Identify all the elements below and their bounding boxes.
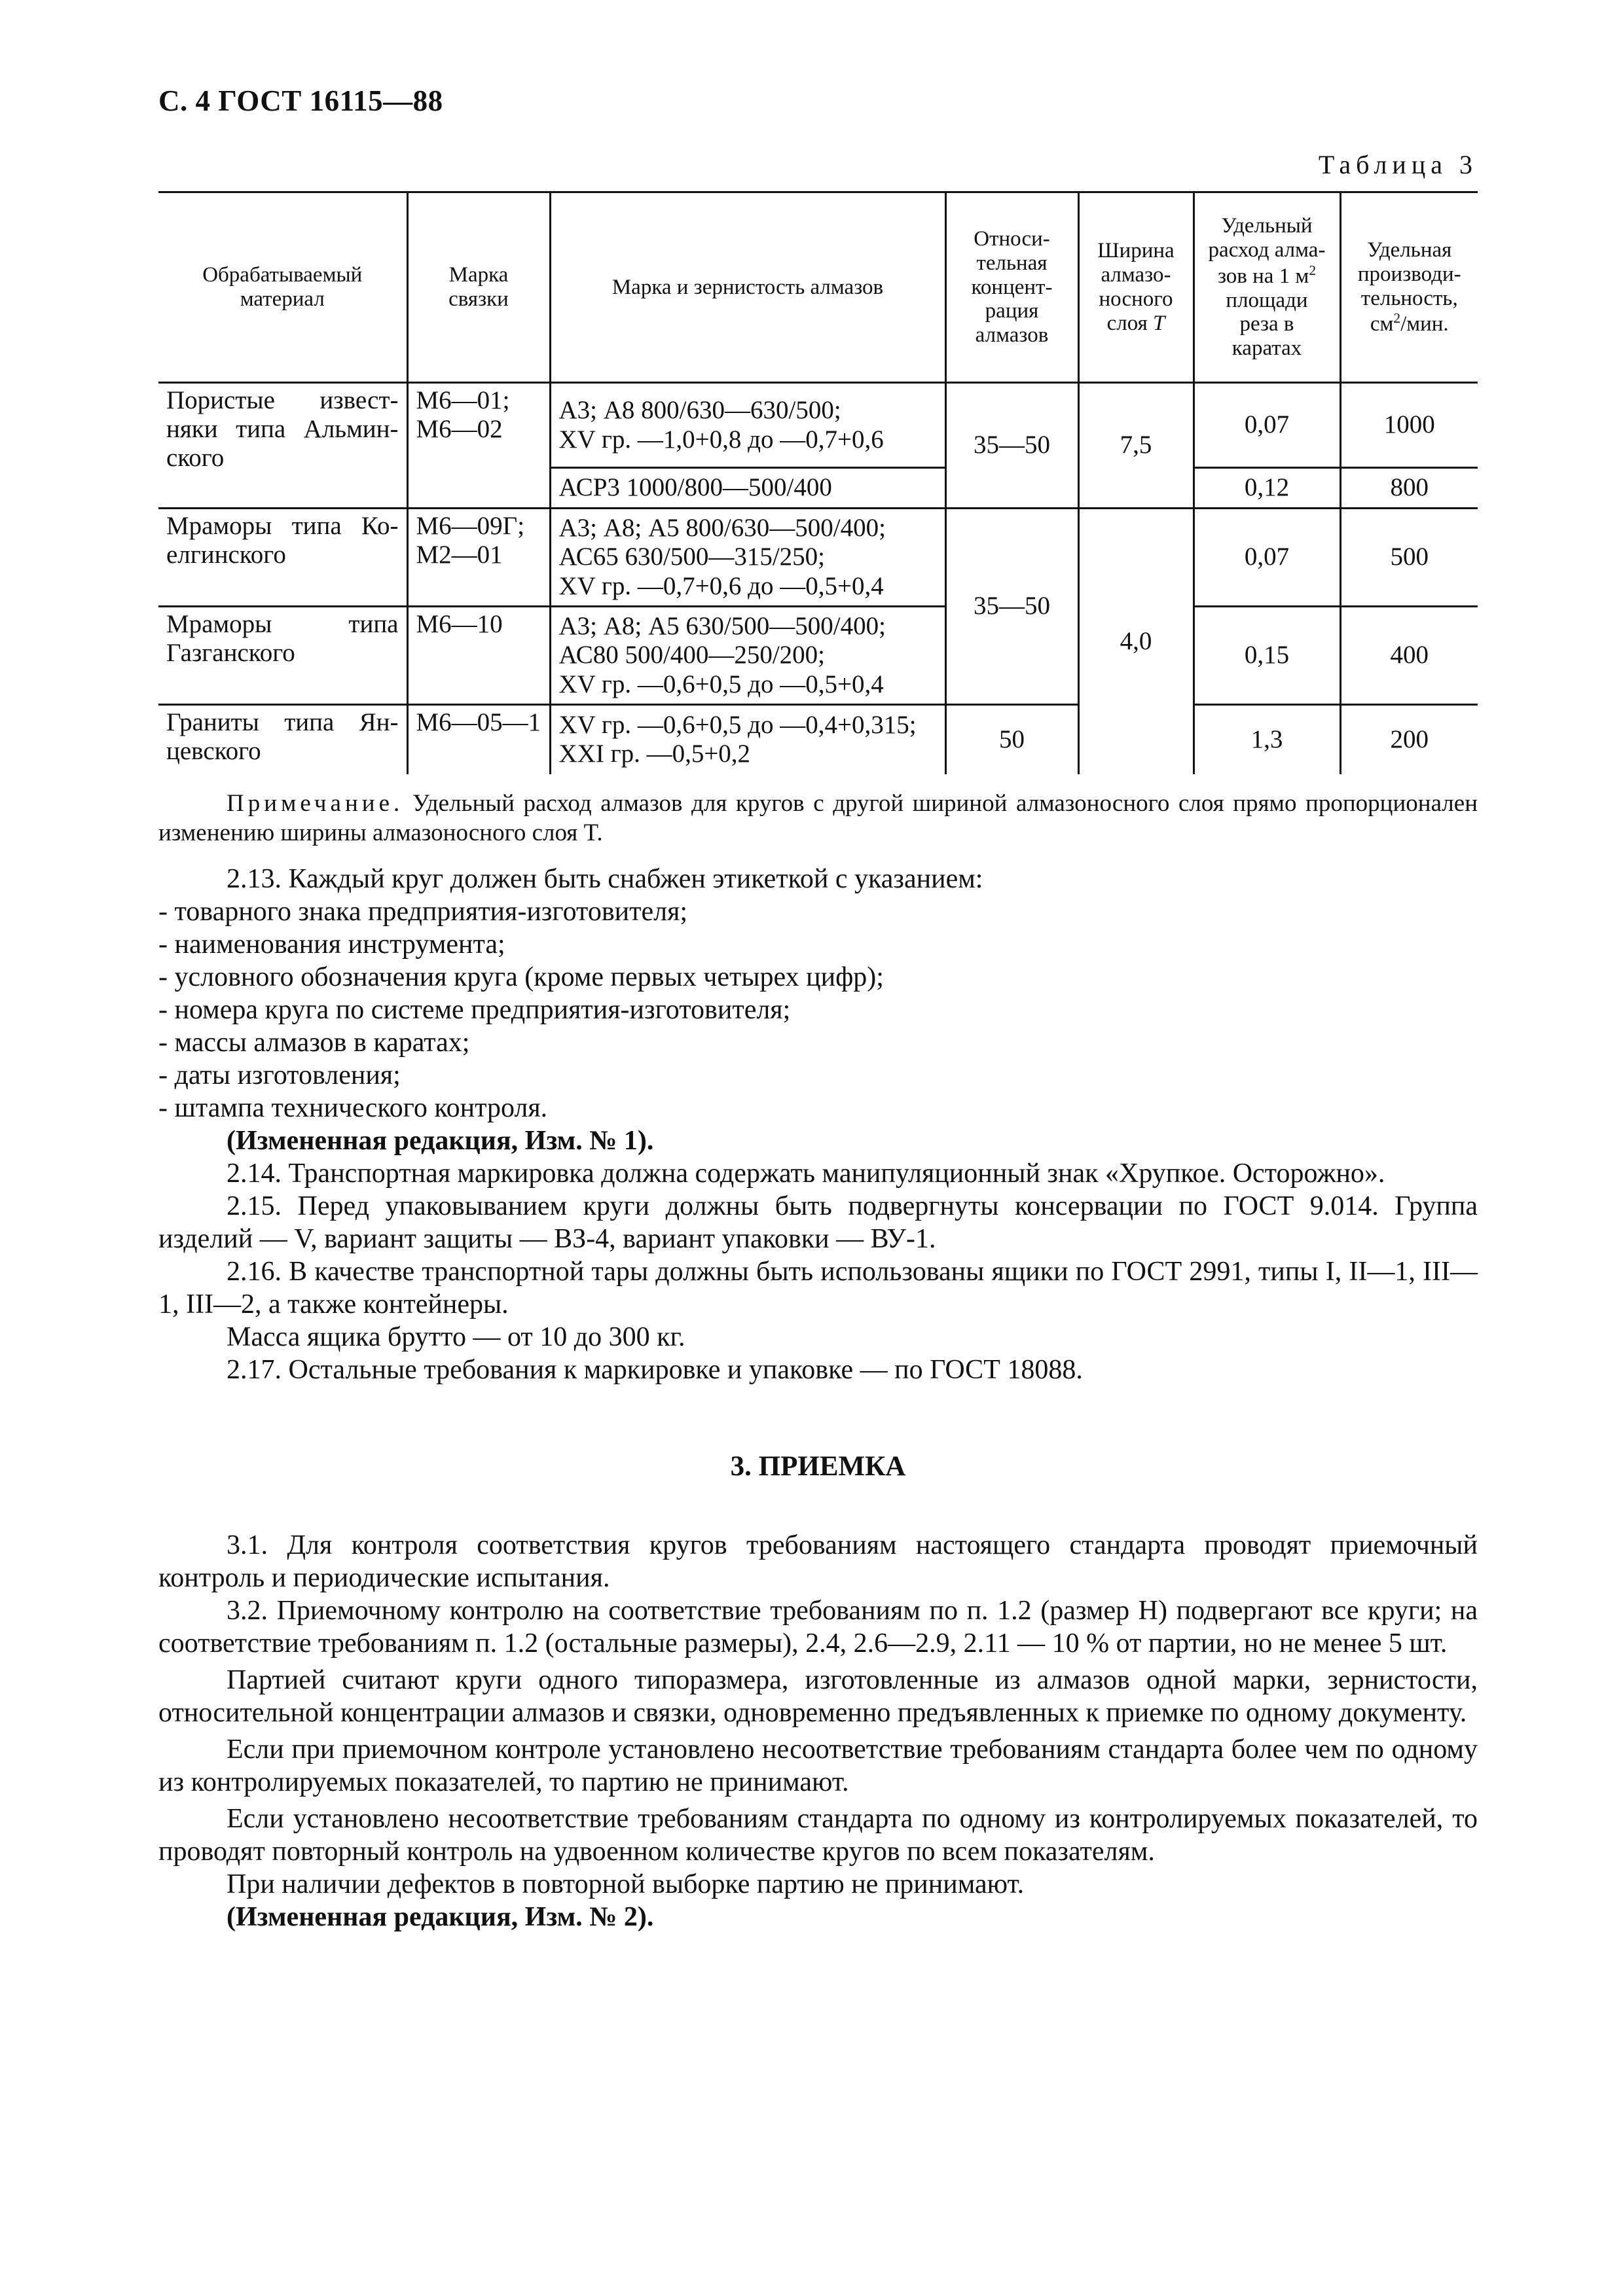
rate-cell: 0,15	[1194, 607, 1340, 705]
clause-2-14: 2.14. Транспортная маркировка должна содержать манипуляционный знак «Хрупкое. Осторожно».	[227, 1158, 1385, 1189]
performance-cell: 400	[1340, 607, 1478, 705]
col-header-material: Обрабатываемый материал	[158, 192, 407, 383]
performance-cell: 1000	[1340, 383, 1478, 468]
amendment-note: (Измененная редакция, Изм. № 1).	[227, 1126, 654, 1156]
list-item: - товарного знака предприятия-изготовителя;	[158, 897, 688, 927]
grade-cell	[550, 705, 945, 774]
performance-cell: 200	[1340, 705, 1478, 774]
paragraph-if-more: Если при приемочном контроле установлено несоответствие требованиям стандарта более чем по одному из контролируемых показателей, то партию не принимают.	[158, 1734, 1478, 1797]
col-header-bond: Марка связки	[407, 192, 550, 383]
col-header-width: Ширина алмазо- носного слоя T	[1078, 192, 1194, 383]
page-header: С. 4 ГОСТ 16115—88	[158, 84, 443, 117]
clause-3-2: 3.2. Приемочному контролю на соответствие требованиям по п. 1.2 (размер H) подвергают все круги; на соответствие требованиям п. 1.2 (остальные размеры), 2.4, 2.6—2.9, 2.11 — 10 % от партии, но не менее 5 шт.	[158, 1596, 1478, 1659]
material-cell: Мраморы типа Газганского	[158, 607, 407, 705]
grade-line: XV гр. —0,7+0,6 до —0,5+0,4	[558, 571, 884, 600]
concentration-cell: 50	[945, 705, 1078, 774]
clause-3-1: 3.1. Для контроля соответствия кругов требованиям настоящего стандарта проводят приемочный контроль и периодические испытания.	[158, 1530, 1478, 1593]
concentration-cell: 35—50	[945, 383, 1078, 509]
grade-line: АС65 630/500—315/250;	[558, 543, 825, 571]
bond-cell: М6—05—1	[407, 705, 550, 774]
list-item: - массы алмазов в каратах;	[158, 1028, 470, 1058]
list-item: - номера круга по системе предприятия-изготовителя;	[158, 995, 791, 1025]
material-cell: Граниты типа Ян-цевского	[158, 705, 407, 774]
grade-line: XV гр. —0,6+0,5 до —0,5+0,4	[558, 670, 884, 698]
material-cell: Мраморы типа Ко-елгинского	[158, 509, 407, 607]
list-item: - наименования инструмента;	[158, 929, 505, 960]
table-note	[158, 789, 1478, 848]
document-body	[158, 863, 1478, 1933]
abrasive-table	[158, 191, 1478, 774]
bond-cell: М6—01; М6—02	[407, 383, 550, 509]
grade-line: А3; А8; А5 630/500—500/400;	[558, 612, 886, 641]
grade-line: XXI гр. —0,5+0,2	[558, 740, 751, 768]
rate-cell: 0,12	[1194, 468, 1340, 509]
rate-cell: 0,07	[1194, 509, 1340, 607]
bond-cell: М6—10	[407, 607, 550, 705]
clause-2-15: 2.15. Перед упаковыванием круги должны быть подвергнуты консервации по ГОСТ 9.014. Группа изделий — V, вариант защиты — ВЗ-4, вариант упаковки — ВУ-1.	[158, 1191, 1478, 1254]
clause-2-13: 2.13. Каждый круг должен быть снабжен этикеткой с указанием:	[227, 864, 983, 894]
width-cell: 7,5	[1078, 383, 1194, 509]
note-text: Удельный расход алмазов для кругов с другой шириной алмазоносного слоя прямо пропорционален изменению ширины алмазоносного слоя T.	[158, 790, 1478, 847]
section-title: 3. ПРИЕМКА	[730, 1451, 906, 1482]
clause-2-16-mass: Масса ящика брутто — от 10 до 300 кг.	[227, 1322, 685, 1352]
rate-cell: 0,07	[1194, 383, 1340, 468]
table-label: Таблица 3	[1318, 150, 1478, 179]
table-header-row	[158, 192, 1478, 383]
note-label: Примечание.	[227, 790, 404, 817]
performance-cell: 500	[1340, 509, 1478, 607]
list-item: - штампа технического контроля.	[158, 1093, 548, 1123]
col-header-performance: Удельная производи- тельность, $см^2$/мин.	[1340, 192, 1478, 383]
grade-cell: АСР3 1000/800—500/400	[550, 468, 945, 509]
grade-cell	[550, 509, 945, 607]
clause-2-17: 2.17. Остальные требования к маркировке и упаковке — по ГОСТ 18088.	[227, 1355, 1083, 1385]
col-header-rate: Удельный расход алма- зов на 1 $м^2$ площади реза в каратах	[1194, 192, 1340, 383]
col-header-grade: Марка и зернистость алмазов	[550, 192, 945, 383]
clause-2-16: 2.16. В качестве транспортной тары должны быть использованы ящики по ГОСТ 2991, типы I, II—1, III—1, III—2, а также контейнеры.	[158, 1257, 1478, 1319]
paragraph-party: Партией считают круги одного типоразмера, изготовленные из алмазов одной марки, зернистости, относительной концентрации алмазов и связки, одновременно предъявленных к приемке по одному документу.	[158, 1665, 1478, 1728]
grade-line: XV гр. —0,6+0,5 до —0,4+0,315;	[558, 711, 917, 740]
table-row	[158, 705, 1478, 774]
table-row	[158, 607, 1478, 705]
performance-cell: 800	[1340, 468, 1478, 509]
grade-line: А3; А8; А5 800/630—500/400;	[558, 514, 886, 543]
list-item: - условного обозначения круга (кроме первых четырех цифр);	[158, 962, 884, 992]
paragraph-defects: При наличии дефектов в повторной выборке партию не принимают.	[227, 1869, 1025, 1899]
amendment-note: (Измененная редакция, Изм. № 2).	[227, 1902, 654, 1932]
grade-line: XV гр. —1,0+0,8 до —0,7+0,6	[558, 425, 884, 454]
table-row	[158, 509, 1478, 607]
list-item: - даты изготовления;	[158, 1060, 401, 1090]
rate-cell: 1,3	[1194, 705, 1340, 774]
width-cell: 4,0	[1078, 509, 1194, 774]
col-header-concentration: Относи- тельная концент- рация алмазов	[945, 192, 1078, 383]
material-cell: Пористые извест-няки типа Альмин-ского	[158, 383, 407, 509]
grade-line: АС80 500/400—250/200;	[558, 641, 825, 670]
bond-cell: М6—09Г; М2—01	[407, 509, 550, 607]
table-row	[158, 383, 1478, 468]
grade-cell	[550, 383, 945, 468]
grade-cell	[550, 607, 945, 705]
concentration-cell: 35—50	[945, 509, 1078, 705]
paragraph-if-one: Если установлено несоответствие требованиям стандарта по одному из контролируемых показателей, то проводят повторный контроль на удвоенном количестве кругов по всем показателям.	[158, 1804, 1478, 1867]
grade-line: А3; А8 800/630—630/500;	[558, 396, 841, 425]
